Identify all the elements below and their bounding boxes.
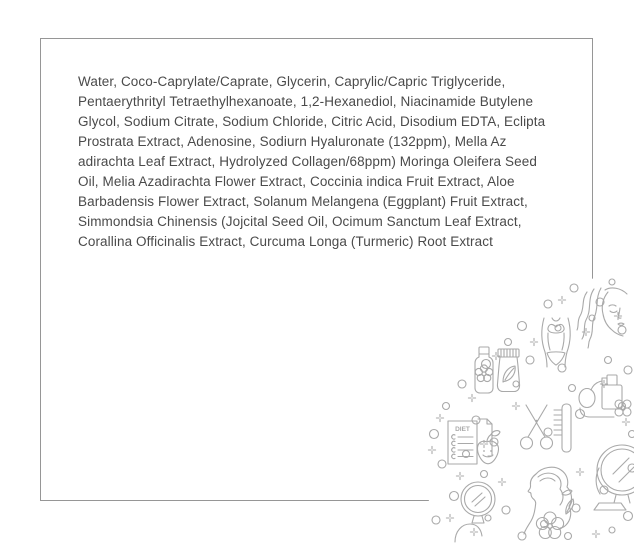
dot-sparkle-pattern bbox=[428, 279, 634, 540]
beauty-icons-illustration bbox=[426, 272, 634, 543]
apple-icon bbox=[477, 431, 500, 464]
ingredient-line: Corallina Officinalis Extract, Curcuma Longa (Turmeric) Root Extract bbox=[78, 234, 493, 249]
diet-plan-icon bbox=[448, 419, 500, 464]
ingredient-line: Barbadensis Flower Extract, Solanum Melangena (Eggplant) Fruit Extract, bbox=[78, 194, 528, 209]
scissors-comb-icon bbox=[521, 404, 572, 452]
ingredient-list bbox=[78, 72, 578, 252]
cosmetic-bottles-icon bbox=[475, 347, 520, 393]
ingredient-line: Prostrata Extract, Adenosine, Sodiurn Hyaluronate (132ppm), Mella Az bbox=[78, 134, 507, 149]
vanity-mirror-icon bbox=[594, 445, 634, 510]
compact-mirror-icon bbox=[455, 482, 495, 542]
woman-face-icon bbox=[577, 288, 627, 348]
ingredient-line: Glycol, Sodium Citrate, Sodium Chloride, Citric Acid, Disodium EDTA, Eclipta bbox=[78, 114, 546, 129]
diet-label: DIET bbox=[455, 426, 470, 433]
ingredient-line: adirachta Leaf Extract, Hydrolyzed Collagen/68ppm) Moringa Oleifera Seed bbox=[78, 154, 537, 169]
ingredient-line: Water, Coco-Caprylate/Caprate, Glycerin, Caprylic/Capric Triglyceride, bbox=[78, 74, 506, 89]
ingredient-line: Oil, Melia Azadirachta Flower Extract, Coccinia indica Fruit Extract, Aloe bbox=[78, 174, 515, 189]
perfume-atomizer-icon bbox=[579, 375, 631, 417]
ingredient-line: Simmondsia Chinensis (Jojcital Seed Oil, Ocimum Sanctum Leaf Extract, bbox=[78, 214, 522, 229]
woman-hair-flower-icon bbox=[524, 467, 574, 538]
ingredient-line: Pentaerythrityl Tetraethylhexanoate, 1,2-Hexanediol, Niacinamide Butylene bbox=[78, 94, 534, 109]
